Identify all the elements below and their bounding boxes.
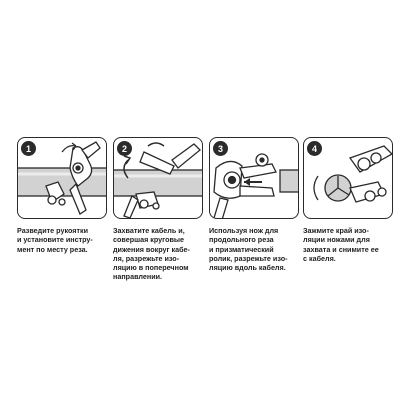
step-1-number-badge: 1 — [21, 141, 36, 156]
step-2 — [113, 137, 205, 282]
step-2-caption: Захватите кабель и, совершая круговые дижения вокруг кабе- ля, разрежьте изо- ляцию в поперечном направлении. — [113, 226, 190, 282]
step-4-caption: Зажмите край изо- ляции ножами для захвата и снимите ее с кабеля. — [303, 226, 379, 263]
step-1-illustration — [17, 137, 107, 219]
cable-icon — [280, 170, 299, 192]
step-3 — [209, 137, 301, 272]
pointer-arrow-icon — [244, 178, 262, 186]
step-2-number-badge: 2 — [117, 141, 132, 156]
stripper-tool-icon — [214, 154, 276, 219]
step-1 — [17, 137, 109, 254]
step-4-illustration — [303, 137, 393, 219]
step-3-number-badge: 3 — [213, 141, 228, 156]
step-3-caption: Используя нож для продольного реза и призматический ролик, разрежьте изо- ляцию вдоль кабеля. — [209, 226, 288, 273]
step-3-illustration — [209, 137, 299, 219]
step-1-caption: Разведите рукоятки и установите инстру- мент по месту реза. — [17, 226, 93, 254]
cable-icon — [114, 170, 203, 196]
cable-end-icon — [325, 175, 351, 201]
step-2-illustration — [113, 137, 203, 219]
step-4-number-badge: 4 — [307, 141, 322, 156]
step-4 — [303, 137, 395, 263]
